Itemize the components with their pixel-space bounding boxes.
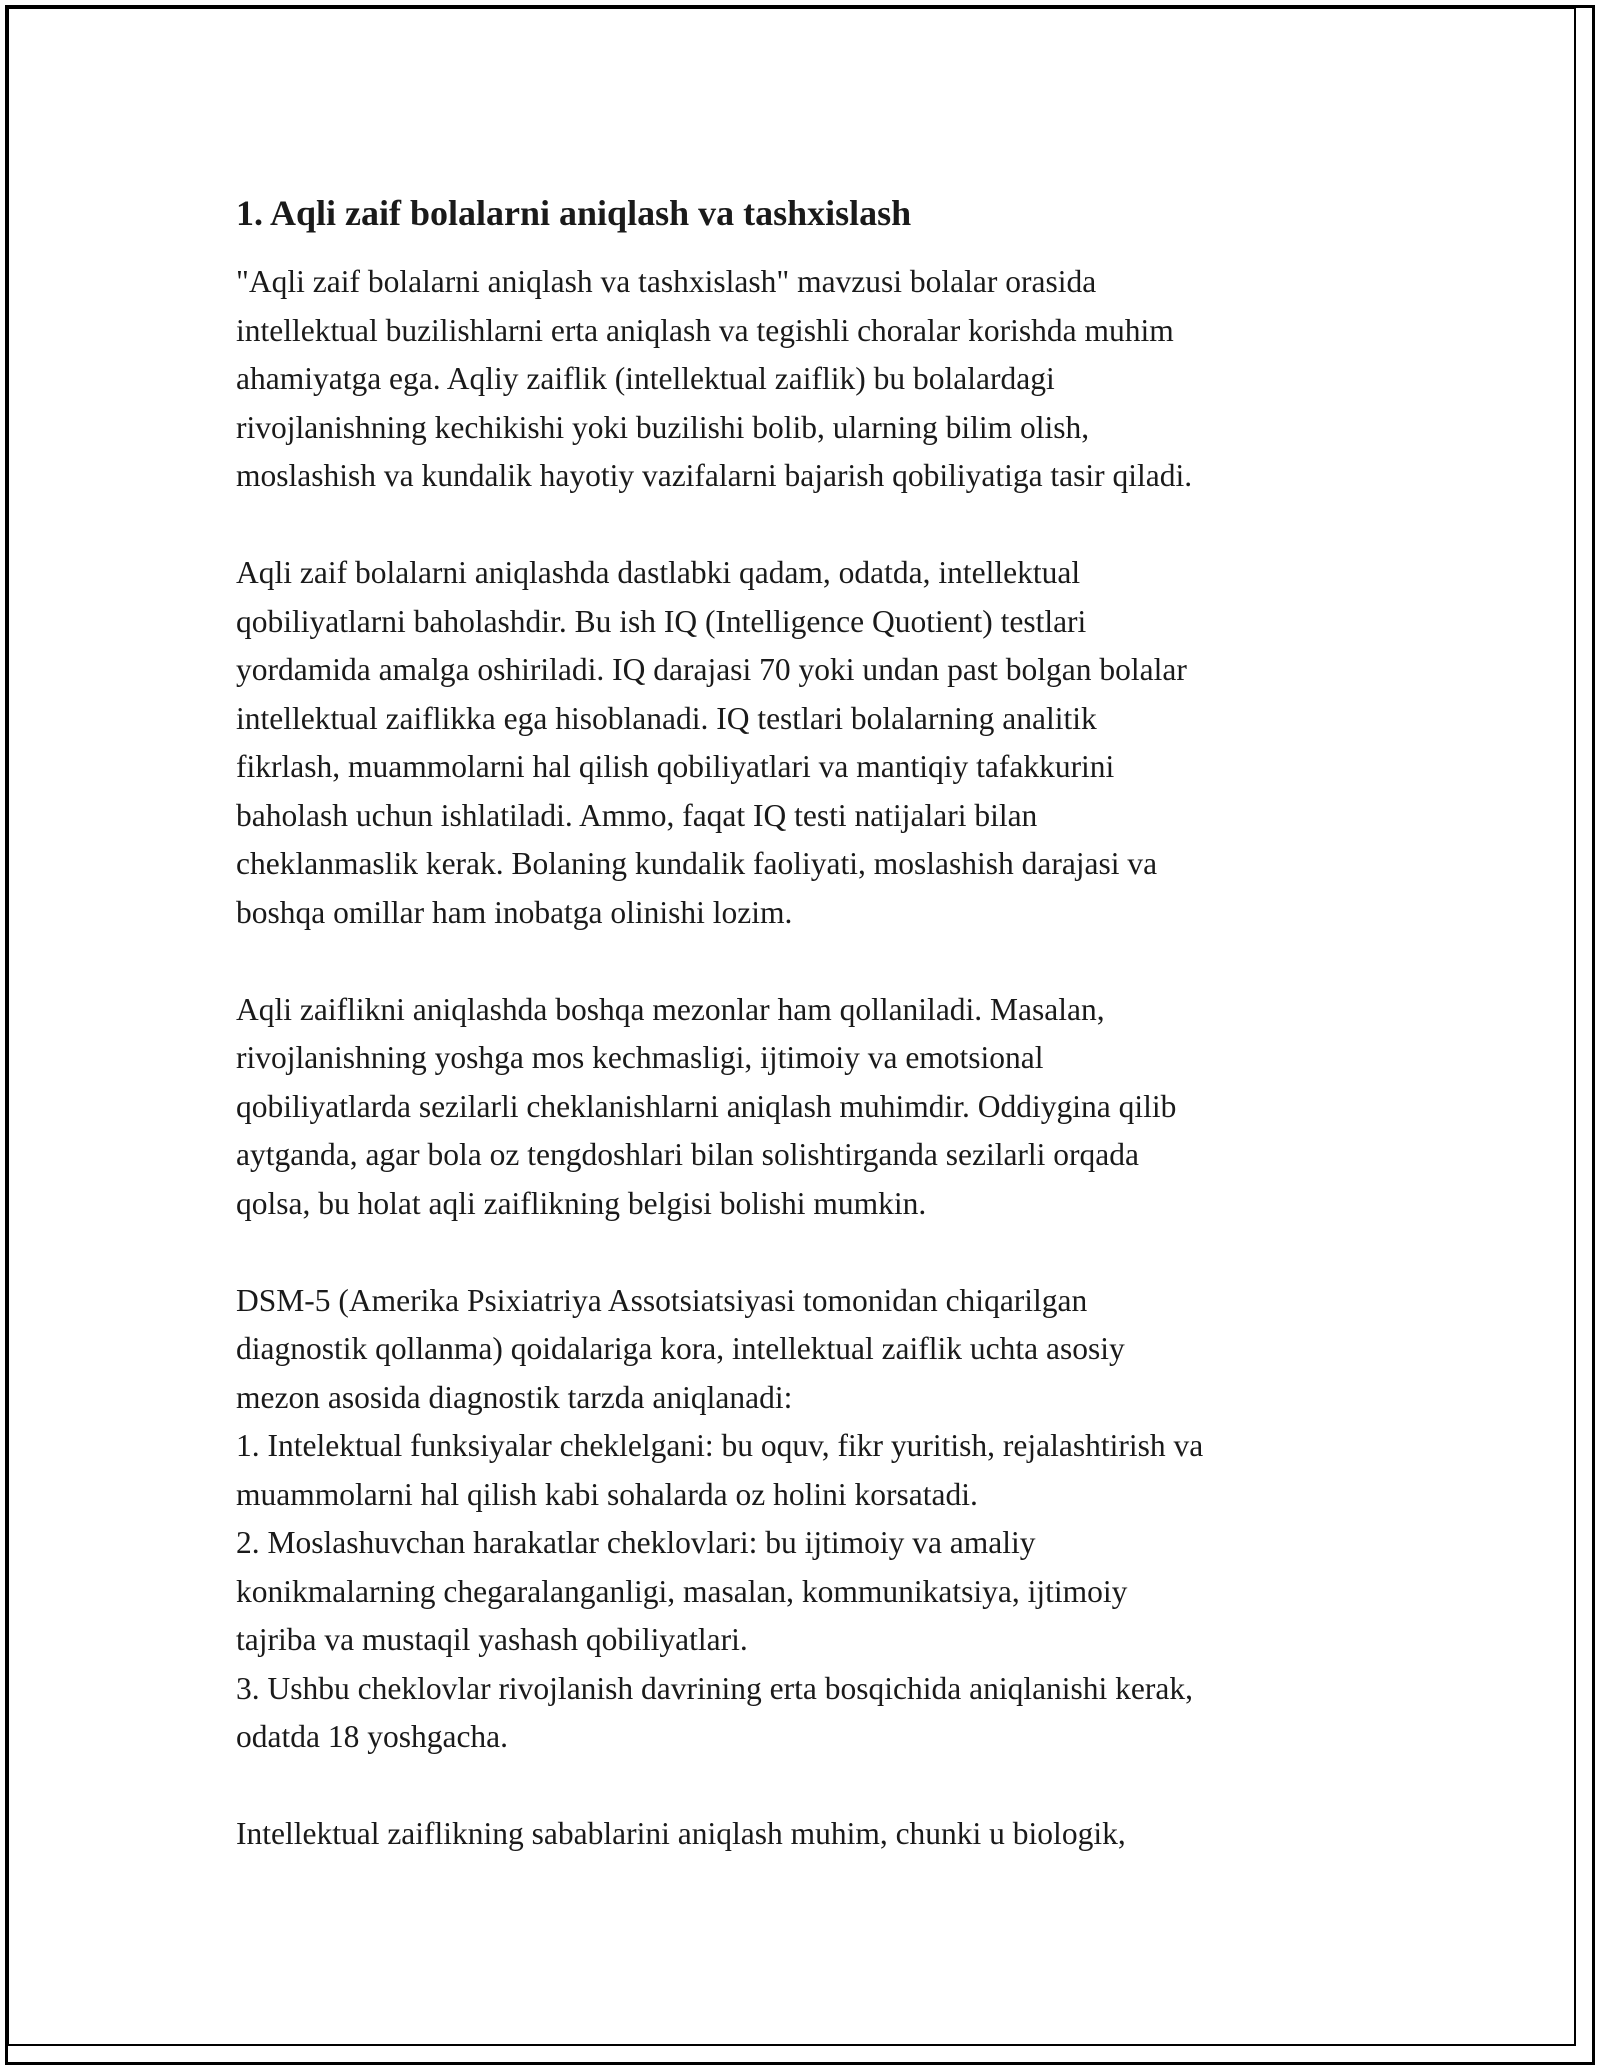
paragraph [236,1810,1386,1859]
text-line: baholash uchun ishlatiladi. Ammo, faqat IQ testi natijalari bilan [236,797,1038,833]
document-title: 1. Aqli zaif bolalarni aniqlash va tashxislash [236,193,912,233]
text-line: 3. Ushbu cheklovlar rivojlanish davrining erta bosqichida aniqlanishi kerak, [236,1670,1194,1706]
text-line: odatda 18 yoshgacha. [236,1719,509,1754]
text-line: "Aqli zaif bolalarni aniqlash va tashxislash" mavzusi bolalar orasida [236,264,1097,299]
text-line: qolsa, bu holat aqli zaiflikning belgisi bolishi mumkin. [236,1185,927,1221]
text-line: qobiliyatlarni baholashdir. Bu ish IQ (Intelligence Quotient) testlari [236,603,1087,639]
text-line: rivojlanishning yoshga mos kechmasligi, ijtimoiy va emotsional [236,1040,1044,1075]
text-line: Aqli zaiflikni aniqlashda boshqa mezonlar ham qollaniladi. Masalan, [236,991,1105,1027]
text-line: intellektual zaiflikka ega hisoblanadi. IQ testlari bolalarning analitik [236,700,1097,736]
text-line: Intellektual zaiflikning sabablarini aniqlash muhim, chunki u biologik, [236,1816,1126,1851]
text-line: intellektual buzilishlarni erta aniqlash va tegishli choralar korishda muhim [236,312,1174,348]
document-body [236,258,1386,1859]
text-line: moslashish va kundalik hayotiy vazifalarni bajarish qobiliyatiga tasir qiladi. [236,458,1193,493]
document-page [236,188,1386,1907]
paragraph [236,1277,1386,1762]
paragraph [236,986,1386,1229]
text-line: konikmalarning chegaralanganligi, masalan, kommunikatsiya, ijtimoiy [236,1573,1128,1609]
text-line: qobiliyatlarda sezilarli cheklanishlarni aniqlash muhimdir. Oddiygina qilib [236,1088,1177,1124]
text-line: fikrlash, muammolarni hal qilish qobiliyatlari va mantiqiy tafakkurini [236,749,1115,784]
paragraph [236,258,1386,501]
paragraph [236,549,1386,937]
text-line: ahamiyatga ega. Aqliy zaiflik (intellektual zaiflik) bu bolalardagi [236,361,1055,396]
text-line: 1. Intelektual funksiyalar cheklelgani: bu oquv, fikr yuritish, rejalashtirish va [236,1428,1204,1463]
text-line: Aqli zaif bolalarni aniqlashda dastlabki qadam, odatda, intellektual [236,555,1081,590]
text-line: diagnostik qollanma) qoidalariga kora, intellektual zaiflik uchta asosiy [236,1331,1125,1366]
text-line: yordamida amalga oshiriladi. IQ darajasi 70 yoki undan past bolgan bolalar [236,652,1187,687]
text-line: 2. Moslashuvchan harakatlar cheklovlari: bu ijtimoiy va amaliy [236,1525,1036,1560]
text-line: tajriba va mustaqil yashash qobiliyatlari. [236,1622,748,1657]
text-line: muammolarni hal qilish kabi sohalarda oz holini korsatadi. [236,1476,978,1512]
text-line: rivojlanishning kechikishi yoki buzilishi bolib, ularning bilim olish, [236,409,1090,445]
text-line: cheklanmaslik kerak. Bolaning kundalik faoliyati, moslashish darajasi va [236,846,1158,881]
text-line: mezon asosida diagnostik tarzda aniqlanadi: [236,1379,793,1415]
text-line: boshqa omillar ham inobatga olinishi lozim. [236,894,793,930]
text-line: DSM-5 (Amerika Psixiatriya Assotsiatsiyasi tomonidan chiqarilgan [236,1282,1088,1318]
text-line: aytganda, agar bola oz tengdoshlari bilan solishtirganda sezilarli orqada [236,1137,1139,1172]
